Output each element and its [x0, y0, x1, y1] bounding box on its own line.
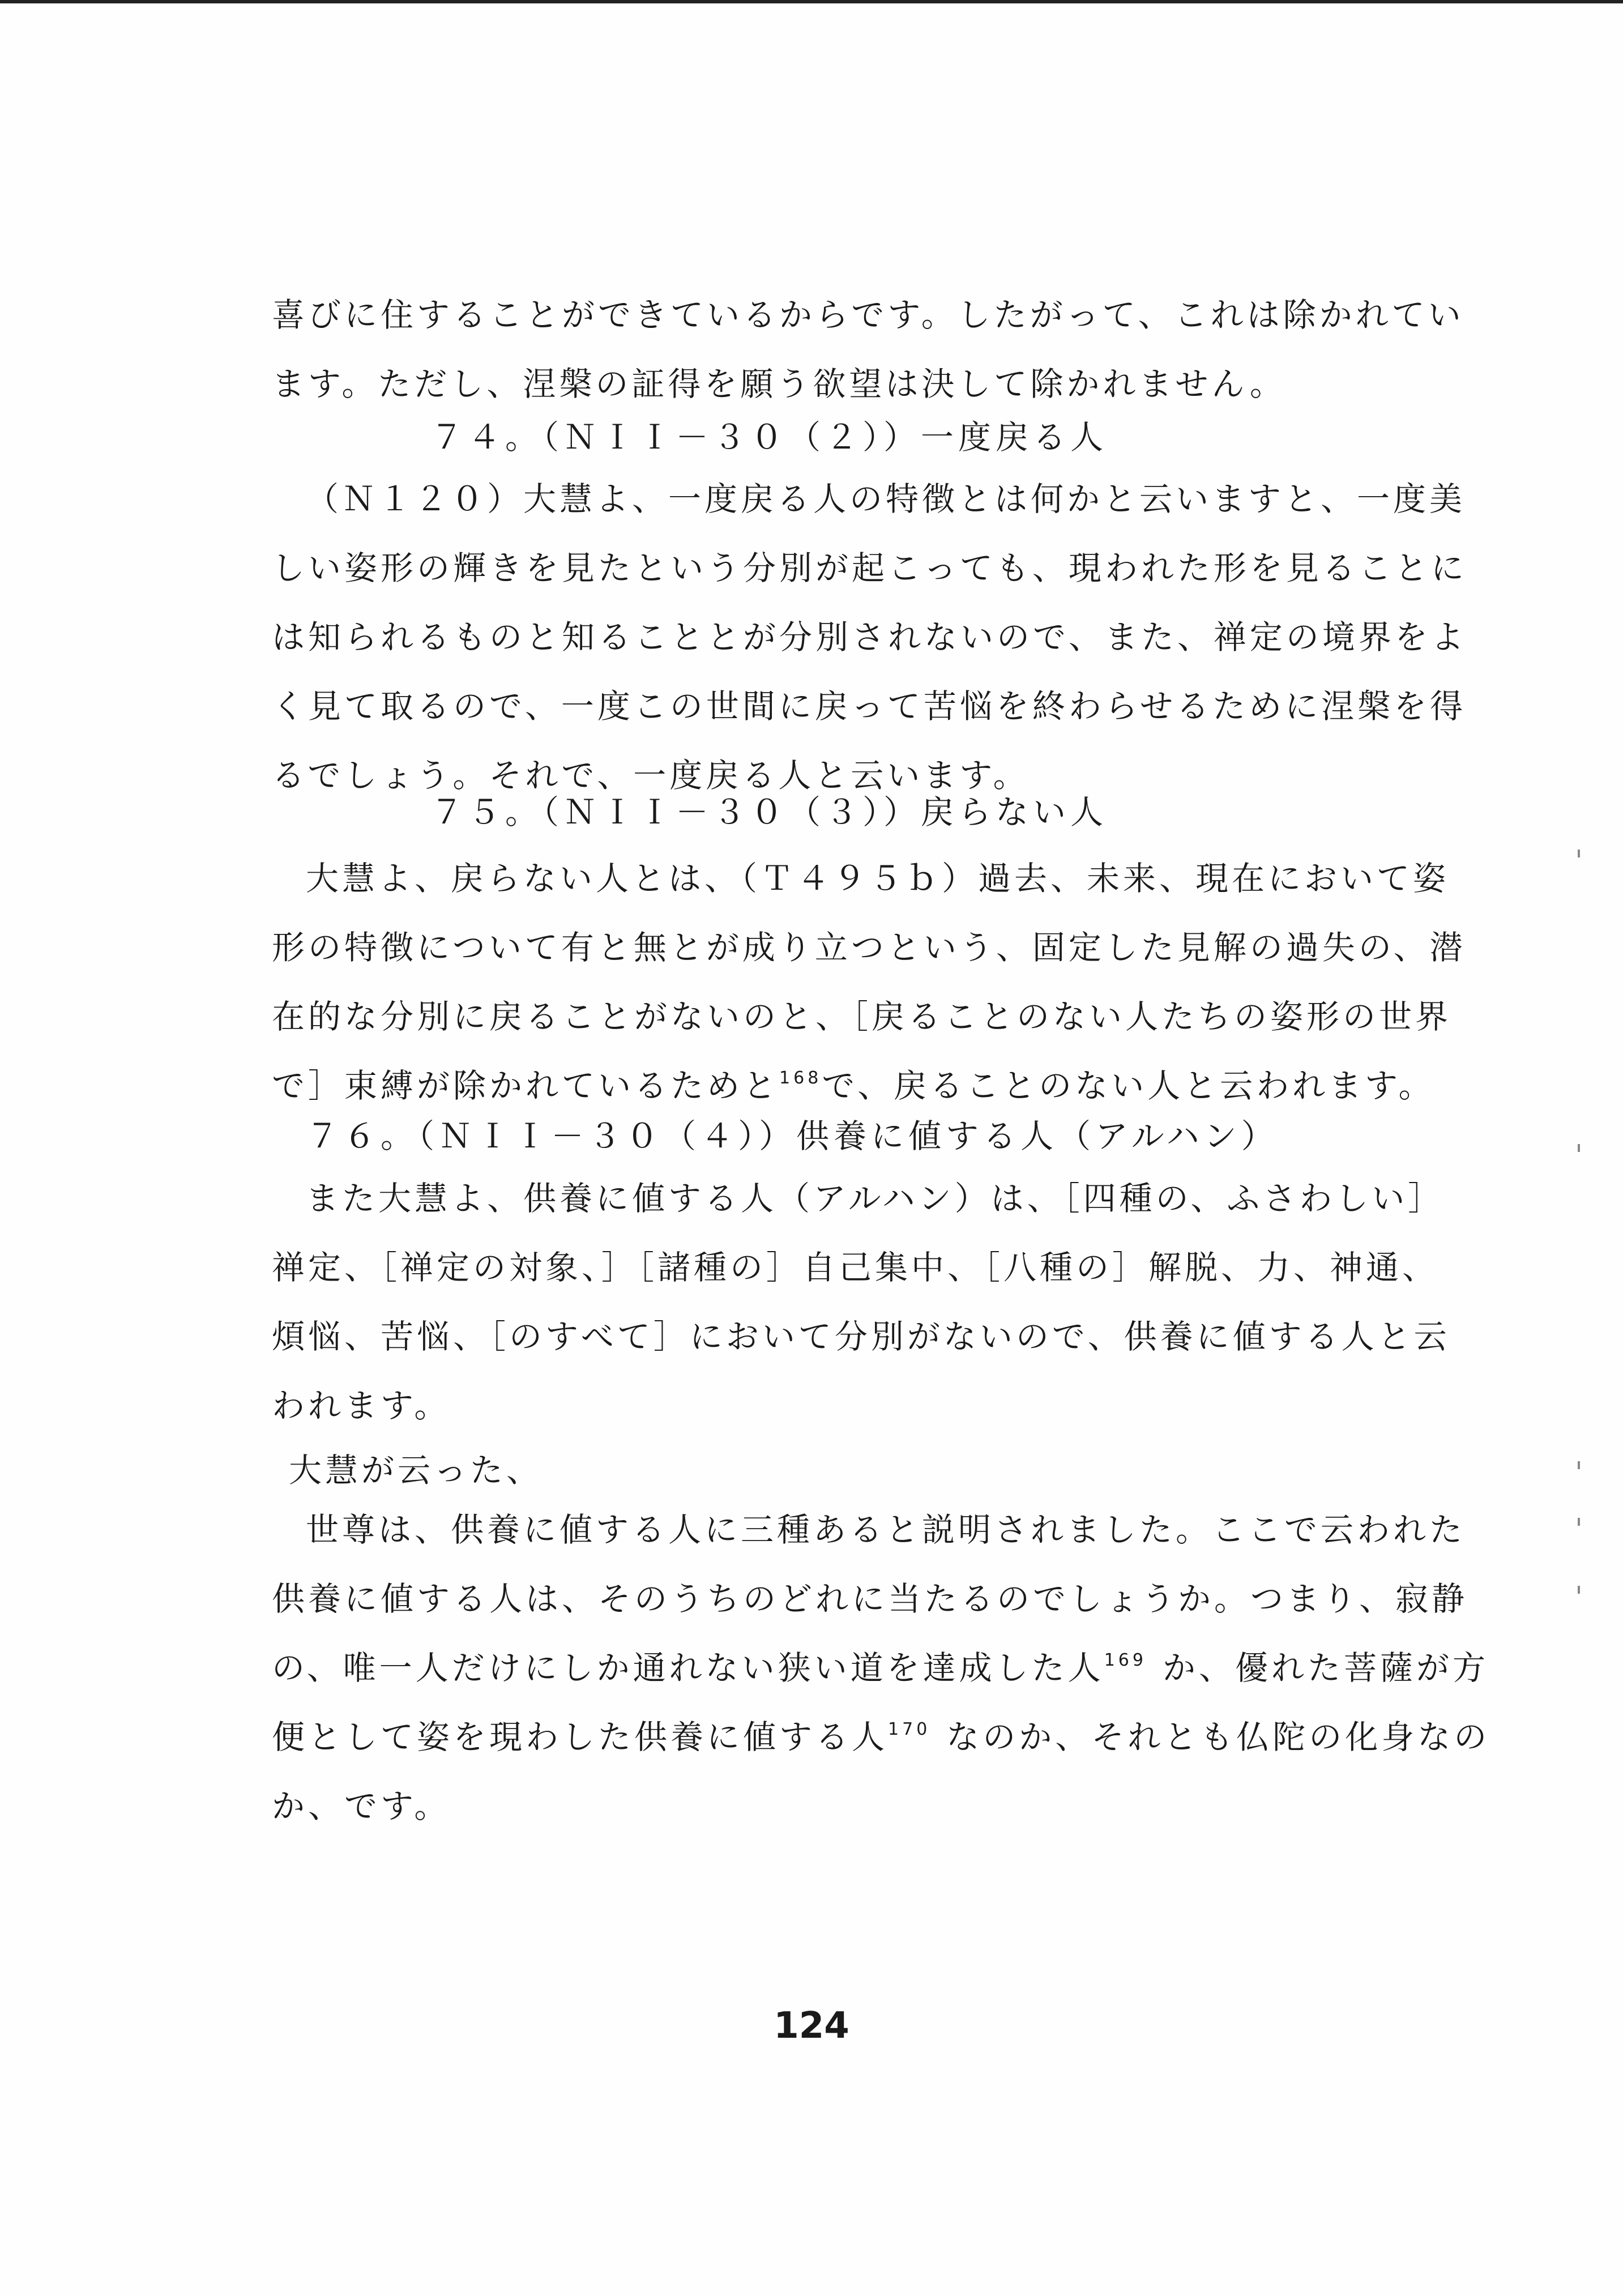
paragraph-question — [272, 1495, 1490, 1841]
footnote-ref-168: 168 — [779, 1068, 822, 1088]
text-line — [272, 982, 1452, 1051]
section-heading-76: ７６。（ＮＩＩ－３０（４））供養に値する人（アルハン） — [306, 1117, 1279, 1155]
text-line-part: 便として姿を現わした供養に値する人 — [272, 1718, 889, 1756]
text-line: 大慧よ、戻らない人とは、（Ｔ４９５ｂ）過去、未来、現在において姿 — [306, 859, 1450, 898]
text-line-part: の、唯一人だけにしか通れない狭い道を達成した人 — [272, 1649, 1104, 1687]
scan-speck — [1578, 1461, 1580, 1469]
paragraph-74 — [272, 464, 1467, 810]
text-line: （Ｎ１２０）大慧よ、一度戻る人の特徴とは何かと云いますと、一度美 — [306, 480, 1466, 518]
section-heading-74: ７４。（ＮＩＩ－３０（２））一度戻る人 — [430, 418, 1108, 456]
scan-speck — [1578, 1144, 1580, 1152]
text-line: 禅定、［禅定の対象、］［諸種の］自己集中、［八種の］解脱、力、神通、 — [272, 1248, 1439, 1287]
text-line: しい姿形の輝きを見たという分別が起こっても、現われた形を見ることに — [272, 549, 1467, 587]
text-line: ます。ただし、涅槃の証得を願う欲望は決して除かれません。 — [272, 365, 1286, 403]
footnote-ref-169: 169 — [1104, 1650, 1147, 1670]
text-line-part: 在的な分別に戻ることがないのと、［戻ることのない人たちの姿形の世界 — [272, 997, 1452, 1036]
text-line: また大慧よ、供養に値する人（アルハン）は、［四種の、ふさわしい］ — [306, 1179, 1445, 1218]
text-line: 喜びに住することができているからです。したがって、これは除かれてい — [272, 296, 1464, 334]
text-line-part: で、戻ることのない人と云われます。 — [822, 1066, 1435, 1105]
scan-speck — [1578, 850, 1580, 857]
text-line-part: か、優れた菩薩が方 — [1162, 1649, 1489, 1687]
speaker-line — [272, 1436, 1325, 1505]
text-line: るでしょう。それで、一度戻る人と云います。 — [272, 756, 1030, 795]
text-line — [272, 1633, 1489, 1702]
text-line: は知られるものと知ることとが分別されないので、また、禅定の境界をよ — [272, 618, 1467, 656]
text-line-part: なのか、それとも仏陀の化身なの — [946, 1718, 1490, 1756]
text-line: か、です。 — [272, 1787, 451, 1825]
text-line — [272, 1702, 1490, 1772]
text-line: 形の特徴について有と無とが成り立つという、固定した見解の過失の、潜 — [272, 928, 1466, 967]
section-heading-75: ７５。（ＮＩＩ－３０（３））戻らない人 — [430, 793, 1108, 831]
scan-speck — [1578, 1586, 1580, 1594]
text-line-part: で］束縛が除かれているためと — [272, 1066, 780, 1105]
text-line: 供養に値する人は、そのうちのどれに当たるのでしょうか。つまり、寂静 — [272, 1580, 1468, 1618]
text-line: 大慧が云った、 — [289, 1451, 543, 1490]
paragraph-continuation — [272, 280, 1464, 419]
text-line: 煩悩、苦悩、［のすべて］において分別がないので、供養に値する人と云 — [272, 1317, 1450, 1356]
scan-speck — [1578, 1518, 1580, 1526]
text-line: く見て取るので、一度この世間に戻って苦悩を終わらせるために涅槃を得 — [272, 687, 1467, 725]
scan-specks — [1578, 850, 1589, 1642]
footnote-ref-170: 170 — [888, 1719, 931, 1739]
text-line: 世尊は、供養に値する人に三種あると説明されました。ここで云われた — [306, 1510, 1466, 1549]
page-number: 124 — [774, 2005, 849, 2047]
paragraph-75 — [272, 844, 1466, 1120]
text-line: われます。 — [272, 1386, 451, 1425]
top-border-line — [0, 0, 1623, 3]
paragraph-76 — [272, 1164, 1450, 1440]
